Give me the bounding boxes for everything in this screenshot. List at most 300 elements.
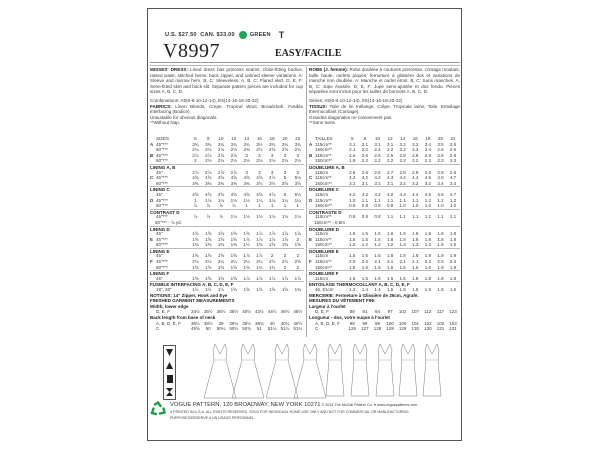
- table-cell: 4⅝: [256, 175, 263, 181]
- table-cell: 22: [450, 136, 456, 141]
- table-cell: 1.6: [399, 231, 406, 237]
- table-cell: 1.1: [361, 197, 369, 203]
- table-cell: 1⅞: [243, 275, 250, 281]
- table-cell: 1⅛: [217, 197, 225, 203]
- table-cell: 20: [437, 136, 443, 141]
- table-note: 150cm** - 0.8m: [309, 219, 346, 225]
- table-cell: 2.8: [437, 152, 444, 158]
- table-cell: 4.4: [399, 191, 406, 197]
- table-cell: 130: [424, 326, 432, 332]
- table-cell: 1.1: [437, 214, 444, 220]
- section-header: LINING D: [150, 226, 304, 232]
- table-cell: 2: [194, 158, 197, 164]
- french-description: [309, 67, 460, 126]
- table-cell: 130: [411, 326, 420, 332]
- table-cell: 3⅜: [192, 180, 199, 186]
- section-header: LINING F: [150, 270, 304, 276]
- table-cell: 1.0: [424, 203, 431, 209]
- table-cell: 35½: [203, 309, 213, 315]
- table-cell: 4⅞: [269, 175, 276, 181]
- table-cell: 1½: [243, 242, 250, 248]
- table-cell: 3: [270, 152, 274, 158]
- table-cell: 1.6: [412, 264, 419, 270]
- table-cell: 1.8: [449, 275, 457, 281]
- pattern-number: V8997: [163, 40, 220, 62]
- table-cell: 16: [256, 136, 262, 141]
- table-cell: 1.3: [399, 242, 406, 248]
- table-cell: 1⅝: [192, 264, 199, 270]
- table-cell: 3: [245, 169, 248, 175]
- table-cell: 3.2: [412, 141, 419, 147]
- row-view-letter: D: [150, 197, 154, 203]
- row-label: 115cm**: [315, 259, 332, 265]
- column-divider: [306, 67, 307, 337]
- table-cell: 2.6: [386, 152, 394, 158]
- table-cell: 3.2: [399, 180, 406, 186]
- table-cell: 1.5: [449, 242, 457, 248]
- table-row: [150, 203, 304, 209]
- table-cell: 2⅛: [205, 158, 212, 164]
- description-text: Lined dress has princess seams, close-fitting bodice, raised waist, stitched hems, back zipper, and unlined sleeve variations. A: Sleeve and narrow hem. B, C: Sleeveless. A, B, C: Flared skirt. D, E, F: Semi-fitted skirt and back slit. Separate pattern pieces are included for cup sizes A, B, C, D.: [150, 67, 303, 95]
- row-label: 45"***: [156, 175, 168, 181]
- table-cell: 1.1: [374, 197, 381, 203]
- table-cell: 1.2: [386, 242, 394, 248]
- table-cell: 1¾: [269, 264, 276, 270]
- table-cell: 1⅝: [281, 287, 289, 293]
- table-cell: 0.8: [361, 214, 369, 220]
- table-cell: 1.5: [349, 253, 356, 259]
- table-cell: 3¾: [192, 141, 199, 147]
- table-cell: 1.8: [386, 236, 394, 242]
- table-cell: 6: [194, 136, 197, 141]
- table-cell: 2⅛: [230, 158, 237, 164]
- table-cell: 1.8: [424, 275, 431, 281]
- table-cell: 2½: [269, 259, 276, 265]
- description-label: MISSES' DRESS:: [150, 67, 188, 72]
- table-row: [150, 158, 304, 164]
- table-cell: 1.1: [424, 214, 431, 220]
- table-cell: 2.6: [374, 152, 381, 158]
- table-cell: 2.1: [374, 259, 381, 265]
- table-cell: 2⅝: [294, 259, 301, 265]
- table-cell: 0.8: [349, 203, 356, 209]
- table-cell: 2¼: [230, 259, 237, 265]
- table-cell: 1.5: [349, 236, 356, 242]
- table-cell: 1⅛: [256, 197, 263, 203]
- table-cell: 1⅛: [205, 197, 212, 203]
- row-label: 115cm**: [315, 236, 332, 242]
- table-cell: 3.1: [349, 141, 356, 147]
- table-row: [150, 242, 304, 248]
- table-cell: 2¾: [294, 147, 301, 153]
- fabrics-label: FABRICS:: [150, 103, 172, 109]
- table-cell: 1⅝: [205, 231, 212, 237]
- section-header: DOUBLURE D: [309, 226, 460, 232]
- table-cell: 3.2: [399, 141, 406, 147]
- table-cell: 1.9: [437, 253, 444, 259]
- table-cell: 102: [436, 320, 445, 326]
- table-cell: 4⅝: [217, 175, 225, 181]
- table-cell: 1½: [217, 287, 225, 293]
- table-cell: 1⅝: [205, 236, 212, 242]
- table-cell: 3⅝: [294, 180, 301, 186]
- dress-sketch: [266, 344, 298, 398]
- table-cell: 2.3: [449, 158, 457, 164]
- table-cell: 3.2: [424, 180, 431, 186]
- table-cell: 1.2: [437, 197, 444, 203]
- table-cell: 0.8: [361, 203, 369, 209]
- table-cell: 4⅞: [269, 191, 276, 197]
- price-us: U.S. $27.50: [165, 32, 197, 38]
- table-cell: 3.1: [386, 141, 394, 147]
- table-cell: 3¾: [230, 141, 237, 147]
- row-label: 45": [156, 231, 163, 237]
- table-cell: 3¾: [205, 141, 212, 147]
- table-cell: 2.0: [349, 259, 356, 265]
- table-cell: 4.2: [374, 175, 381, 181]
- table-cell: 1⅝: [217, 253, 225, 259]
- table-cell: 2.8: [399, 152, 406, 158]
- table-cell: 4.4: [399, 175, 406, 181]
- table-cell: 1⅝: [230, 236, 237, 242]
- table-cell: 2.3: [437, 158, 444, 164]
- table-cell: 2.3: [424, 158, 431, 164]
- table-cell: 1.5: [361, 264, 369, 270]
- table-row: [309, 265, 460, 271]
- table-cell: 1¾: [256, 264, 263, 270]
- table-cell: 128: [386, 326, 394, 332]
- table-cell: 100: [386, 320, 394, 326]
- table-cell: 1.3: [412, 242, 419, 248]
- rights-notice: ● PRINTED IN U.S.A. ALL RIGHTS RESERVED. SOLD FOR INDIVIDUAL HOME USE ONLY AND NOT FOR COMMERCIAL OR MANUFACTURING: [170, 410, 409, 414]
- table-cell: 1.5: [361, 236, 369, 242]
- table-cell: ⅞: [219, 214, 223, 220]
- table-cell: 127: [361, 326, 369, 332]
- table-cell: 2.8: [437, 169, 444, 175]
- table-cell: 4.2: [361, 175, 369, 181]
- table-cell: 2.6: [374, 169, 381, 175]
- table-cell: 2⅞: [192, 152, 199, 158]
- table-cell: 42½: [255, 309, 264, 315]
- table-cell: 6: [351, 136, 354, 141]
- table-cell: 1: [258, 203, 261, 209]
- table-cell: 1⅝: [243, 231, 250, 237]
- table-cell: 2.8: [412, 169, 419, 175]
- table-cell: 49⅝: [191, 326, 200, 332]
- section-header: DOUBLURE C: [309, 186, 460, 192]
- section-header: LINING C: [150, 186, 304, 192]
- section-header: LINING E: [150, 248, 304, 254]
- row-label: 45": [156, 275, 163, 281]
- table-cell: 1.8: [437, 236, 444, 242]
- table-cell: 2.2: [399, 147, 406, 153]
- table-cell: 1⅛: [230, 214, 237, 220]
- table-cell: 2.1: [349, 147, 356, 153]
- table-cell: 4.3: [386, 175, 394, 181]
- table-cell: 2.2: [361, 147, 369, 153]
- table-cell: 1.8: [412, 253, 419, 259]
- table-cell: 1⅝: [205, 275, 212, 281]
- table-cell: 2⅞: [205, 152, 212, 158]
- row-label: 60"***: [156, 147, 168, 153]
- price-can: CAN. $33.00: [200, 32, 235, 38]
- copyright: © 2014 The McCall Pattern Co. ● www.voguepatterns.com: [320, 403, 418, 407]
- table-cell: 3: [296, 152, 300, 158]
- table-cell: 5: [283, 191, 287, 197]
- table-cell: 1⅛: [243, 214, 250, 220]
- table-cell: 3: [283, 169, 287, 175]
- color-label: GREEN: [249, 32, 271, 38]
- table-cell: 4⅝: [192, 175, 199, 181]
- row-label: 115cm**: [315, 214, 332, 220]
- row-label: 45": [156, 191, 163, 197]
- table-cell: 1⅝: [269, 287, 276, 293]
- table-cell: 1.8: [412, 231, 419, 237]
- table-cell: 3.5: [449, 141, 457, 147]
- combinations: Séries: A5(6-8-10-12-14), E5(14-16-18-20-22): [309, 97, 403, 103]
- table-cell: 3⅜: [243, 180, 250, 186]
- table-cell: 2: [296, 236, 300, 242]
- section-header: DOUBLURE F: [309, 270, 460, 276]
- row-label: 45"***: [156, 197, 168, 203]
- table-row: [309, 326, 460, 332]
- table-cell: ⅞: [219, 203, 223, 209]
- table-cell: 4⅝: [217, 191, 225, 197]
- table-note: Back length from base of neck: [150, 315, 216, 320]
- price-line: [165, 30, 284, 40]
- table-cell: 0.8: [386, 203, 394, 209]
- table-cell: 103: [449, 320, 457, 326]
- table-cell: 4.4: [412, 191, 419, 197]
- table-cell: 1⅝: [217, 236, 225, 242]
- table-cell: 18: [425, 136, 431, 141]
- table-cell: 128: [373, 326, 382, 332]
- table-cell: 98: [349, 320, 355, 326]
- table-cell: 50: [205, 326, 211, 332]
- table-cell: 112: [424, 309, 432, 315]
- table-cell: 2.4: [424, 147, 431, 153]
- table-cell: 51: [256, 326, 262, 332]
- table-cell: 1⅝: [217, 264, 225, 270]
- row-label: 150cm**: [315, 180, 333, 186]
- table-cell: 2½: [281, 259, 289, 265]
- table-cell: 1.5: [361, 231, 369, 237]
- table-cell: 3.1: [386, 180, 394, 186]
- table-cell: 1.0: [449, 203, 457, 209]
- row-view-letter: A: [309, 141, 313, 147]
- table-cell: 1.2: [349, 242, 356, 248]
- dress-sketch: [399, 344, 417, 396]
- table-cell: 1⅝: [230, 275, 237, 281]
- table-cell: 1.5: [399, 287, 406, 293]
- table-cell: 2⅞: [230, 152, 237, 158]
- table-cell: 1.2: [449, 197, 457, 203]
- table-cell: 1⅝: [205, 264, 212, 270]
- table-cell: 2.8: [449, 169, 457, 175]
- table-cell: 2.2: [374, 147, 381, 153]
- row-label: 45"***: [156, 152, 168, 158]
- table-cell: 94: [374, 309, 380, 315]
- row-label: C: [315, 326, 319, 332]
- table-cell: 1.5: [361, 275, 369, 281]
- table-cell: 1⅜: [230, 242, 237, 248]
- table-cell: 3¾: [294, 141, 301, 147]
- table-cell: 2⅛: [281, 158, 289, 164]
- row-view-letter: C: [150, 175, 154, 181]
- dress-sketch: [326, 344, 344, 396]
- table-cell: 1⅛: [230, 197, 237, 203]
- row-label: 45"***: [156, 259, 168, 265]
- table-cell: 1: [283, 203, 287, 209]
- table-note: MERCERIE: Fermeture à Glissière de 35cm, Agrafe.: [309, 292, 419, 298]
- table-cell: 3.1: [374, 180, 381, 186]
- table-cell: 10: [374, 136, 380, 141]
- table-cell: 14: [244, 136, 250, 141]
- table-cell: 5: [283, 175, 287, 181]
- table-row: [150, 181, 304, 187]
- rights-notice-french: PURPOSES/RESERVE A UN USAGE PERSONNEL.: [170, 416, 256, 420]
- table-cell: 2: [283, 264, 287, 270]
- symbol-key: [163, 345, 176, 400]
- table-cell: 1⅝: [192, 236, 199, 242]
- table-cell: 3½: [256, 141, 263, 147]
- row-label: 45"***: [156, 214, 168, 220]
- table-cell: 1⅛: [256, 214, 263, 220]
- row-label: 150cm**: [315, 203, 333, 209]
- table-cell: 2.2: [361, 158, 369, 164]
- row-label: A, B, D, E, F: [156, 320, 182, 326]
- table-cell: 2: [283, 253, 287, 259]
- table-cell: 2⅞: [230, 169, 237, 175]
- table-cell: 3: [258, 169, 261, 175]
- table-cell: 1.1: [386, 197, 394, 203]
- row-label: TAILLES: [315, 136, 333, 141]
- table-cell: 51¼: [267, 326, 277, 332]
- table-cell: 1.8: [399, 253, 406, 259]
- yardage-table-metric: [309, 136, 460, 332]
- table-cell: 1.9: [424, 253, 431, 259]
- table-cell: 1.3: [424, 242, 431, 248]
- table-cell: 50¾: [242, 326, 251, 332]
- table-cell: 4.2: [386, 191, 394, 197]
- table-cell: 2¼: [243, 259, 250, 265]
- table-cell: 1: [296, 203, 300, 209]
- row-label: 115cm**: [315, 152, 332, 158]
- row-view-letter: A: [150, 141, 154, 147]
- table-cell: 123: [449, 309, 457, 315]
- table-cell: 40¼: [280, 320, 290, 326]
- table-cell: 18: [269, 136, 275, 141]
- table-cell: 107: [411, 309, 420, 315]
- table-cell: 101: [411, 320, 420, 326]
- table-cell: 1.0: [349, 197, 356, 203]
- table-cell: 102: [398, 309, 407, 315]
- table-row: [309, 242, 460, 248]
- table-cell: 2.2: [386, 158, 394, 164]
- table-cell: 1⅞: [256, 231, 263, 237]
- table-note: Largeur à l'ourlet: [309, 303, 346, 309]
- table-cell: 2.6: [449, 147, 457, 153]
- table-cell: 1.0: [399, 203, 406, 209]
- table-cell: 1⅝: [205, 253, 212, 259]
- row-label: 60"***: [156, 203, 168, 209]
- table-cell: 1⅞: [269, 231, 276, 237]
- table-cell: 1.6: [386, 231, 394, 237]
- row-view-letter: F: [150, 259, 153, 265]
- table-cell: 126: [348, 326, 357, 332]
- table-cell: 3½: [256, 180, 263, 186]
- table-cell: 1⅝: [269, 242, 276, 248]
- table-cell: 1.4: [374, 287, 381, 293]
- table-cell: 1⅜: [192, 242, 199, 248]
- table-cell: 1⅛: [243, 197, 250, 203]
- table-cell: 1⅜: [205, 242, 212, 248]
- table-cell: 2⅛: [269, 158, 276, 164]
- table-cell: 99: [374, 320, 380, 326]
- table-cell: 3⅜: [205, 180, 212, 186]
- table-cell: 3: [283, 152, 287, 158]
- row-view-letter: D: [309, 197, 313, 203]
- table-cell: 1.0: [412, 203, 419, 209]
- row-label: C: [156, 326, 160, 332]
- table-cell: 117: [436, 309, 445, 315]
- table-cell: 1⅞: [294, 231, 301, 237]
- section-header: CONTRASTE D: [309, 209, 460, 215]
- table-cell: 1½: [192, 287, 199, 293]
- table-cell: 3.4: [437, 180, 444, 186]
- table-row: [309, 181, 460, 187]
- table-row: [150, 276, 304, 282]
- table-cell: 1⅝: [230, 253, 237, 259]
- table-cell: 1⅝: [281, 242, 289, 248]
- table-cell: 1.5: [374, 231, 381, 237]
- table-cell: 1.2: [361, 242, 369, 248]
- table-cell: 38½: [191, 320, 200, 326]
- table-cell: 1.8: [386, 253, 394, 259]
- row-label: 45": [156, 253, 163, 259]
- table-cell: 2.6: [361, 152, 369, 158]
- table-cell: 1: [194, 197, 197, 203]
- table-cell: 3⅜: [217, 180, 225, 186]
- table-cell: 4.7: [449, 191, 457, 197]
- row-label: 115cm**: [315, 197, 332, 203]
- table-cell: 1.8: [412, 275, 419, 281]
- table-note: 60"*** - ⅞ yd.: [150, 219, 182, 225]
- table-cell: 1⅝: [192, 253, 199, 259]
- row-label: 150cm**: [315, 242, 333, 248]
- row-label: 115cm: [315, 191, 329, 197]
- table-cell: 4.4: [412, 175, 419, 181]
- table-cell: 2.1: [386, 259, 394, 265]
- table-cell: 39½: [242, 320, 251, 326]
- table-cell: 44½: [267, 309, 277, 315]
- table-cell: 1.2: [374, 242, 381, 248]
- table-cell: 1⅞: [281, 231, 289, 237]
- row-label: 115cm**: [315, 141, 332, 147]
- row-label: 45"***: [156, 236, 168, 242]
- dress-illustrations: [200, 340, 462, 402]
- table-cell: 2⅛: [217, 147, 225, 153]
- unsuitable-note: Grandes diagonales ne conviennent pas.: [309, 114, 393, 120]
- table-cell: 2⅞: [192, 169, 199, 175]
- table-cell: 2.1: [412, 259, 419, 265]
- table-cell: ⅞: [193, 203, 198, 209]
- table-cell: 1⅞: [294, 275, 301, 281]
- table-cell: 1.9: [449, 253, 457, 259]
- publisher-line: [170, 402, 417, 408]
- table-note: NOTIONS: 14" Zipper, Hook and Eye: [150, 292, 228, 298]
- table-cell: 2.3: [437, 259, 444, 265]
